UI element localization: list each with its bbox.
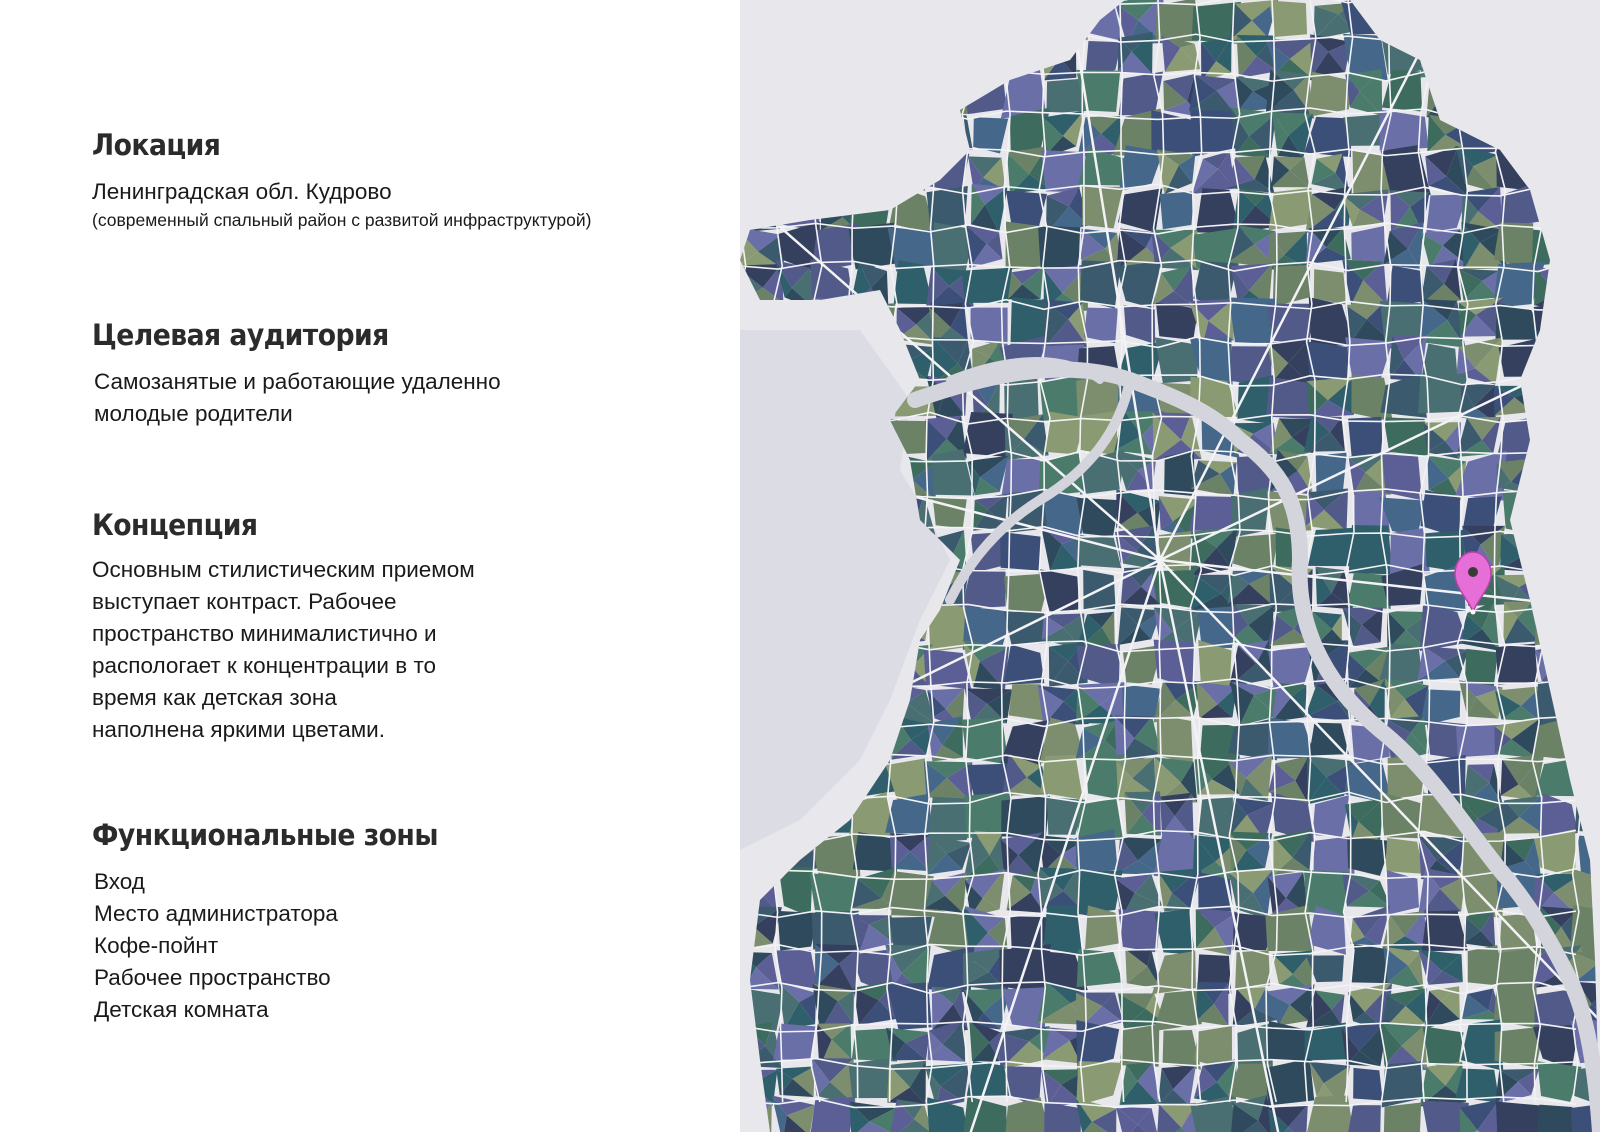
zones-list: [92, 866, 712, 1026]
city-block: [1496, 644, 1538, 685]
concept-text: [92, 554, 712, 746]
concept-line: пространство минималистично и: [92, 621, 437, 646]
city-block: [849, 1058, 893, 1098]
city-block: [773, 1023, 815, 1059]
audience-line: Самозанятые и работающие удаленно: [94, 369, 501, 394]
zone-item: Вход: [94, 869, 145, 894]
location-note: (современный спальный район с развитой инфраструктурой): [92, 210, 592, 230]
zone-item: Детская комната: [94, 997, 269, 1022]
concept-line: время как детская зона: [92, 685, 337, 710]
zones-section: [92, 818, 712, 1026]
zones-heading: Функциональные зоны: [92, 818, 438, 852]
concept-line: распологает к концентрации в то: [92, 653, 437, 678]
audience-heading: Целевая аудитория: [92, 318, 389, 352]
concept-line: наполнена яркими цветами.: [92, 717, 386, 742]
concept-line: выступает контраст. Рабочее: [92, 589, 397, 614]
city-block: [1235, 950, 1270, 988]
text-panel: [0, 0, 740, 1132]
city-block: [1160, 191, 1194, 229]
concept-heading: Концепция: [92, 508, 258, 542]
location-name: Ленинградская обл. Кудрово: [92, 179, 392, 204]
location-section: [92, 128, 712, 232]
city-block: [1386, 265, 1425, 306]
audience-line: молодые родители: [94, 401, 293, 426]
location-heading: Локация: [92, 128, 221, 162]
city-block: [1353, 1068, 1383, 1101]
map-canvas: [740, 0, 1600, 1132]
city-block: [1418, 373, 1467, 413]
city-block: [1084, 308, 1118, 344]
city-block: [1314, 269, 1347, 304]
zone-item: Место администратора: [94, 901, 338, 926]
city-block: [1384, 1103, 1421, 1132]
city-block: [1348, 1105, 1381, 1132]
concept-line: Основным стилистическим приемом: [92, 557, 475, 582]
zone-item: Кофе-пойнт: [94, 933, 219, 958]
city-block: [1269, 1, 1307, 37]
zone-item: Рабочее пространство: [94, 965, 331, 990]
audience-section: [92, 318, 712, 430]
city-map[interactable]: [740, 0, 1600, 1132]
audience-text: [92, 366, 712, 430]
location-text: [92, 176, 712, 232]
city-block: [1000, 532, 1041, 571]
concept-section: [92, 508, 712, 746]
city-block: [1118, 909, 1160, 952]
